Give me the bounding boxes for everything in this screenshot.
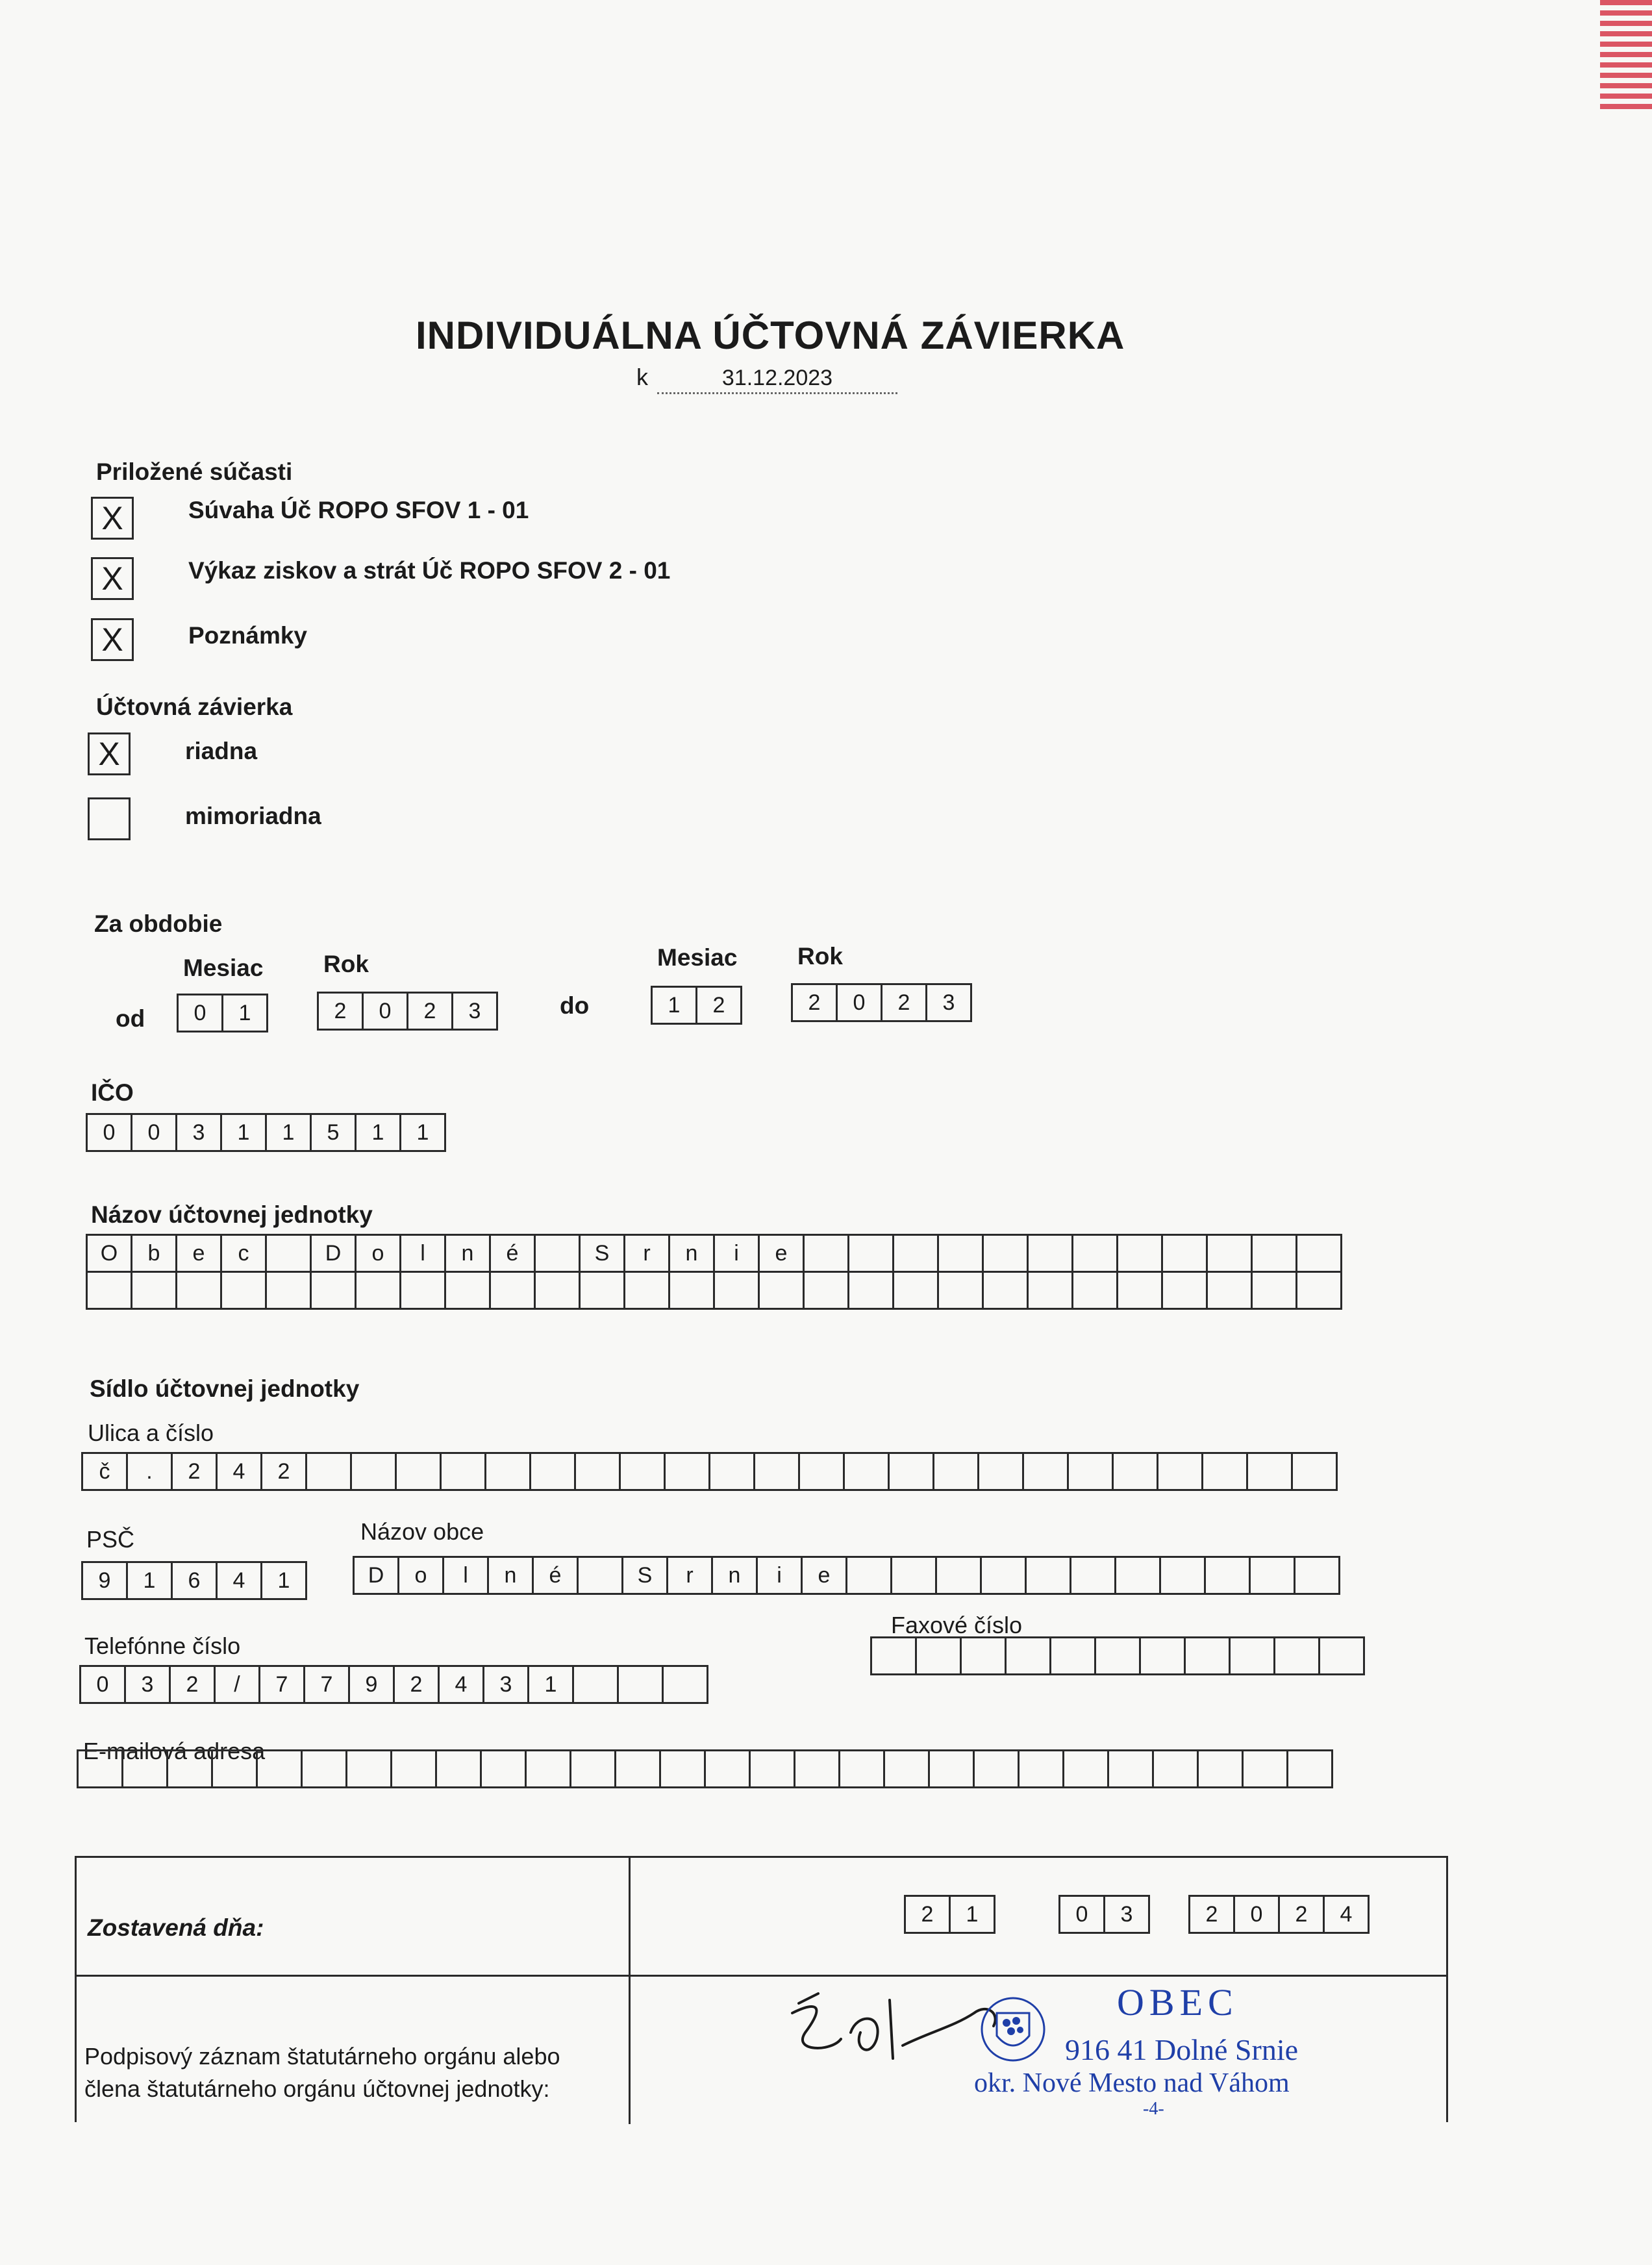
email-label: E-mailová adresa — [83, 1738, 266, 1764]
cell[interactable]: 2 — [171, 1452, 218, 1491]
period-heading: Za obdobie — [94, 910, 223, 937]
cell[interactable] — [1201, 1452, 1248, 1491]
cell[interactable] — [1294, 1556, 1340, 1595]
cell[interactable] — [1071, 1234, 1118, 1273]
cell[interactable] — [1071, 1271, 1118, 1310]
cell[interactable] — [440, 1452, 486, 1491]
cell[interactable] — [664, 1452, 710, 1491]
cell[interactable] — [659, 1749, 706, 1788]
cell[interactable]: 1 — [126, 1561, 173, 1600]
cell[interactable]: S — [579, 1234, 625, 1273]
cell[interactable] — [803, 1271, 849, 1310]
cell[interactable] — [1027, 1271, 1073, 1310]
cell[interactable]: 1 — [527, 1665, 574, 1704]
cell[interactable] — [175, 1271, 222, 1310]
cell[interactable]: 0 — [86, 1113, 132, 1152]
cell[interactable]: 3 — [482, 1665, 529, 1704]
cell[interactable] — [1116, 1234, 1163, 1273]
cell[interactable]: i — [713, 1234, 760, 1273]
checkbox-vykaz[interactable]: X — [91, 557, 134, 600]
ico-cells[interactable] — [86, 1113, 446, 1152]
from-month-cells[interactable] — [177, 994, 268, 1032]
cell[interactable]: é — [489, 1234, 536, 1273]
cell[interactable] — [892, 1234, 939, 1273]
cell[interactable] — [1094, 1636, 1141, 1675]
fax-cells[interactable] — [870, 1636, 1365, 1675]
cell[interactable]: 0 — [1058, 1895, 1105, 1934]
cell[interactable] — [1251, 1271, 1297, 1310]
cell[interactable] — [256, 1749, 303, 1788]
signature-label-line-2: člena štatutárneho orgánu účtovnej jednotky: — [84, 2075, 550, 2102]
psc-label: PSČ — [86, 1526, 135, 1553]
from-year-cells[interactable] — [317, 992, 498, 1031]
cell[interactable] — [749, 1749, 795, 1788]
cell[interactable]: 1 — [221, 994, 268, 1032]
cell[interactable]: 2 — [695, 986, 742, 1025]
cell[interactable] — [1114, 1556, 1161, 1595]
cell[interactable] — [937, 1234, 984, 1273]
cell[interactable]: 4 — [1323, 1895, 1370, 1934]
cell[interactable] — [888, 1452, 934, 1491]
cell[interactable] — [305, 1452, 352, 1491]
from-year-label: Rok — [323, 951, 369, 977]
cell[interactable]: 1 — [651, 986, 697, 1025]
cell[interactable]: 2 — [1278, 1895, 1325, 1934]
cell[interactable]: 1 — [265, 1113, 312, 1152]
cell[interactable]: l — [399, 1234, 446, 1273]
phone-cells[interactable] — [79, 1665, 708, 1704]
cell[interactable]: 0 — [362, 992, 408, 1031]
psc-cells[interactable] — [81, 1561, 307, 1600]
cell[interactable] — [704, 1749, 751, 1788]
cell[interactable]: 0 — [836, 983, 882, 1022]
checkbox-mimoriadna[interactable] — [88, 797, 131, 840]
cell[interactable]: 1 — [399, 1113, 446, 1152]
checkbox-suvaha[interactable]: X — [91, 497, 134, 540]
to-month-label: Mesiac — [657, 944, 738, 971]
cell[interactable]: 2 — [881, 983, 927, 1022]
cell[interactable]: l — [442, 1556, 489, 1595]
cell[interactable]: n — [444, 1234, 491, 1273]
date-prefix: k — [636, 364, 648, 390]
checkbox-poznamky[interactable]: X — [91, 618, 134, 661]
cell[interactable]: e — [758, 1234, 805, 1273]
cell[interactable] — [847, 1271, 894, 1310]
cell[interactable]: i — [756, 1556, 803, 1595]
cell[interactable] — [935, 1556, 982, 1595]
cell[interactable] — [220, 1271, 267, 1310]
cell[interactable] — [838, 1749, 885, 1788]
cell[interactable] — [845, 1556, 892, 1595]
table-divider-vertical — [629, 1858, 631, 2124]
cell[interactable]: 2 — [407, 992, 453, 1031]
street-cells[interactable] — [81, 1452, 1338, 1491]
cell[interactable]: 3 — [451, 992, 498, 1031]
cell[interactable] — [1107, 1749, 1154, 1788]
cell[interactable] — [265, 1271, 312, 1310]
cell[interactable]: 1 — [260, 1561, 307, 1600]
phone-label: Telefónne číslo — [84, 1633, 241, 1659]
email-cells[interactable] — [77, 1749, 1333, 1788]
cell[interactable] — [1116, 1271, 1163, 1310]
cell[interactable] — [1249, 1556, 1295, 1595]
cell[interactable] — [713, 1271, 760, 1310]
cell[interactable]: 2 — [169, 1665, 216, 1704]
compiled-year-cells[interactable] — [1188, 1895, 1370, 1934]
cell[interactable]: c — [220, 1234, 267, 1273]
cell[interactable]: e — [801, 1556, 847, 1595]
cell[interactable] — [662, 1665, 708, 1704]
cell[interactable] — [77, 1749, 123, 1788]
cell[interactable]: r — [666, 1556, 713, 1595]
closing-type-label-riadna: riadna — [185, 738, 258, 764]
cell[interactable] — [758, 1271, 805, 1310]
cell[interactable] — [1018, 1749, 1064, 1788]
cell[interactable]: 2 — [1188, 1895, 1235, 1934]
cell[interactable]: . — [126, 1452, 173, 1491]
cell[interactable] — [1159, 1556, 1206, 1595]
cell[interactable]: 9 — [81, 1561, 128, 1600]
cell[interactable] — [803, 1234, 849, 1273]
cell[interactable] — [1295, 1271, 1342, 1310]
cell[interactable] — [1161, 1234, 1208, 1273]
closing-type-label-mimoriadna: mimoriadna — [185, 803, 321, 829]
cell[interactable] — [1062, 1749, 1109, 1788]
entity-name-row-1[interactable] — [86, 1234, 1342, 1273]
cell[interactable] — [572, 1665, 619, 1704]
compiled-label: Zostavená dňa: — [88, 1914, 264, 1941]
cell[interactable] — [435, 1749, 482, 1788]
cell[interactable] — [915, 1636, 962, 1675]
cell[interactable]: 3 — [1103, 1895, 1150, 1934]
cell[interactable] — [1242, 1749, 1288, 1788]
cell[interactable] — [211, 1749, 258, 1788]
fax-label: Faxové číslo — [891, 1612, 1023, 1638]
cell[interactable]: D — [353, 1556, 399, 1595]
cell[interactable] — [982, 1271, 1029, 1310]
cell[interactable] — [131, 1271, 177, 1310]
cell[interactable] — [579, 1271, 625, 1310]
cell[interactable] — [1204, 1556, 1251, 1595]
cell[interactable] — [1206, 1234, 1253, 1273]
entity-name-row-2[interactable] — [86, 1271, 1342, 1310]
cell[interactable] — [1025, 1556, 1071, 1595]
to-label: do — [560, 992, 590, 1019]
from-month-label: Mesiac — [183, 955, 264, 981]
cell[interactable]: 6 — [171, 1561, 218, 1600]
cell[interactable]: 2 — [904, 1895, 951, 1934]
cell[interactable]: 4 — [216, 1561, 262, 1600]
seat-heading: Sídlo účtovnej jednotky — [90, 1375, 360, 1402]
cell[interactable] — [623, 1271, 670, 1310]
cell[interactable]: č — [81, 1452, 128, 1491]
cell[interactable] — [1318, 1636, 1365, 1675]
stamp-line-1: OBEC — [1117, 1981, 1238, 2023]
table-divider-horizontal — [77, 1975, 1446, 1977]
to-month-cells[interactable] — [651, 986, 742, 1025]
cell[interactable]: 7 — [258, 1665, 305, 1704]
cell[interactable] — [1286, 1749, 1333, 1788]
cell[interactable] — [870, 1636, 917, 1675]
cell[interactable] — [892, 1271, 939, 1310]
cell[interactable]: D — [310, 1234, 357, 1273]
cell[interactable]: S — [621, 1556, 668, 1595]
cell[interactable] — [569, 1749, 616, 1788]
cell[interactable]: 2 — [791, 983, 838, 1022]
cell[interactable] — [166, 1749, 213, 1788]
cell[interactable] — [708, 1452, 755, 1491]
cell[interactable]: 7 — [303, 1665, 350, 1704]
cell[interactable]: 2 — [260, 1452, 307, 1491]
cell[interactable]: 0 — [131, 1113, 177, 1152]
cell[interactable] — [1206, 1271, 1253, 1310]
cell[interactable] — [843, 1452, 890, 1491]
entity-name-grid[interactable] — [86, 1234, 1342, 1310]
cell[interactable] — [1157, 1452, 1203, 1491]
coat-of-arms-icon — [971, 1994, 1055, 2065]
cell[interactable] — [529, 1452, 576, 1491]
town-cells[interactable] — [353, 1556, 1340, 1595]
cell[interactable]: 0 — [177, 994, 223, 1032]
cell[interactable] — [982, 1234, 1029, 1273]
cell[interactable]: 5 — [310, 1113, 357, 1152]
cell[interactable] — [1161, 1271, 1208, 1310]
cell[interactable]: é — [532, 1556, 579, 1595]
cell[interactable] — [345, 1749, 392, 1788]
cell[interactable] — [617, 1665, 664, 1704]
cell[interactable] — [1112, 1452, 1158, 1491]
cell[interactable] — [86, 1271, 132, 1310]
cell[interactable] — [614, 1749, 661, 1788]
checkbox-riadna[interactable]: X — [88, 732, 131, 775]
cell[interactable]: 2 — [317, 992, 364, 1031]
cell[interactable] — [977, 1452, 1024, 1491]
cell[interactable] — [928, 1749, 975, 1788]
cell[interactable] — [350, 1452, 397, 1491]
cell[interactable] — [390, 1749, 437, 1788]
compiled-day-cells[interactable] — [904, 1895, 995, 1934]
cell[interactable] — [890, 1556, 937, 1595]
cell[interactable] — [753, 1452, 800, 1491]
cell[interactable]: o — [355, 1234, 401, 1273]
cell[interactable] — [883, 1749, 930, 1788]
closing-date-line — [636, 364, 897, 394]
cell[interactable] — [960, 1636, 1007, 1675]
cell[interactable]: 4 — [438, 1665, 484, 1704]
cell[interactable]: 3 — [925, 983, 972, 1022]
stamp-line-3: okr. Nové Mesto nad Váhom — [974, 2068, 1290, 2098]
cell[interactable]: b — [131, 1234, 177, 1273]
to-year-label: Rok — [797, 943, 843, 970]
cell[interactable]: 0 — [1233, 1895, 1280, 1934]
cell[interactable] — [1184, 1636, 1231, 1675]
cell[interactable] — [1152, 1749, 1199, 1788]
attachment-label-suvaha: Súvaha Úč ROPO SFOV 1 - 01 — [188, 497, 529, 523]
cell[interactable] — [1027, 1234, 1073, 1273]
cell[interactable] — [798, 1452, 845, 1491]
cell[interactable] — [668, 1271, 715, 1310]
cell[interactable] — [1070, 1556, 1116, 1595]
scan-edge-mark — [1600, 0, 1652, 110]
cell[interactable] — [534, 1234, 581, 1273]
cell[interactable] — [973, 1749, 1020, 1788]
cell[interactable] — [534, 1271, 581, 1310]
stamp-line-2: 916 41 Dolné Srnie — [1065, 2033, 1299, 2066]
cell[interactable] — [577, 1556, 623, 1595]
closing-date: 31.12.2023 — [657, 366, 897, 394]
cell[interactable] — [937, 1271, 984, 1310]
cell[interactable] — [1022, 1452, 1069, 1491]
to-year-cells[interactable] — [791, 983, 972, 1022]
cell[interactable] — [395, 1452, 442, 1491]
compiled-month-cells[interactable] — [1058, 1895, 1150, 1934]
cell[interactable]: e — [175, 1234, 222, 1273]
cell[interactable] — [1067, 1452, 1114, 1491]
cell[interactable] — [1197, 1749, 1244, 1788]
cell[interactable] — [265, 1234, 312, 1273]
cell[interactable] — [484, 1452, 531, 1491]
cell[interactable] — [525, 1749, 571, 1788]
cell[interactable]: 0 — [79, 1665, 126, 1704]
cell[interactable] — [480, 1749, 527, 1788]
cell[interactable] — [1229, 1636, 1275, 1675]
cell[interactable] — [794, 1749, 840, 1788]
cell[interactable]: o — [397, 1556, 444, 1595]
cell[interactable] — [1049, 1636, 1096, 1675]
cell[interactable]: n — [711, 1556, 758, 1595]
cell[interactable]: 3 — [175, 1113, 222, 1152]
cell[interactable]: 2 — [393, 1665, 440, 1704]
cell[interactable] — [1295, 1234, 1342, 1273]
cell[interactable] — [301, 1749, 347, 1788]
cell[interactable]: r — [623, 1234, 670, 1273]
attachment-label-poznamky: Poznámky — [188, 622, 308, 649]
cell[interactable]: O — [86, 1234, 132, 1273]
town-label: Názov obce — [360, 1518, 484, 1545]
cell[interactable] — [980, 1556, 1027, 1595]
cell[interactable]: n — [487, 1556, 534, 1595]
cell[interactable]: / — [214, 1665, 260, 1704]
cell[interactable] — [1251, 1234, 1297, 1273]
page-number: -4- — [1143, 2099, 1164, 2119]
cell[interactable] — [355, 1271, 401, 1310]
cell[interactable] — [932, 1452, 979, 1491]
cell[interactable]: 4 — [216, 1452, 262, 1491]
ico-label: IČO — [91, 1079, 134, 1106]
cell[interactable] — [619, 1452, 666, 1491]
cell[interactable] — [1139, 1636, 1186, 1675]
cell[interactable] — [1273, 1636, 1320, 1675]
cell[interactable]: 1 — [355, 1113, 401, 1152]
cell[interactable] — [1291, 1452, 1338, 1491]
cell[interactable]: 1 — [220, 1113, 267, 1152]
cell[interactable] — [121, 1749, 168, 1788]
cell[interactable] — [574, 1452, 621, 1491]
closing-type-heading: Účtovná závierka — [96, 694, 293, 720]
cell[interactable] — [1246, 1452, 1293, 1491]
cell[interactable] — [399, 1271, 446, 1310]
cell[interactable]: 3 — [124, 1665, 171, 1704]
document-title: INDIVIDUÁLNA ÚČTOVNÁ ZÁVIERKA — [416, 314, 1125, 357]
from-label: od — [116, 1005, 145, 1032]
street-label: Ulica a číslo — [88, 1420, 214, 1446]
cell[interactable] — [444, 1271, 491, 1310]
cell[interactable] — [489, 1271, 536, 1310]
attachment-label-vykaz: Výkaz ziskov a strát Úč ROPO SFOV 2 - 01 — [188, 557, 671, 584]
attachments-heading: Priložené súčasti — [96, 458, 293, 485]
cell[interactable]: 9 — [348, 1665, 395, 1704]
entity-name-label: Názov účtovnej jednotky — [91, 1201, 373, 1228]
cell[interactable]: n — [668, 1234, 715, 1273]
cell[interactable]: 1 — [949, 1895, 995, 1934]
signature-label-line-1: Podpisový záznam štatutárneho orgánu alebo — [84, 2043, 560, 2070]
cell[interactable] — [1005, 1636, 1051, 1675]
cell[interactable] — [310, 1271, 357, 1310]
cell[interactable] — [847, 1234, 894, 1273]
